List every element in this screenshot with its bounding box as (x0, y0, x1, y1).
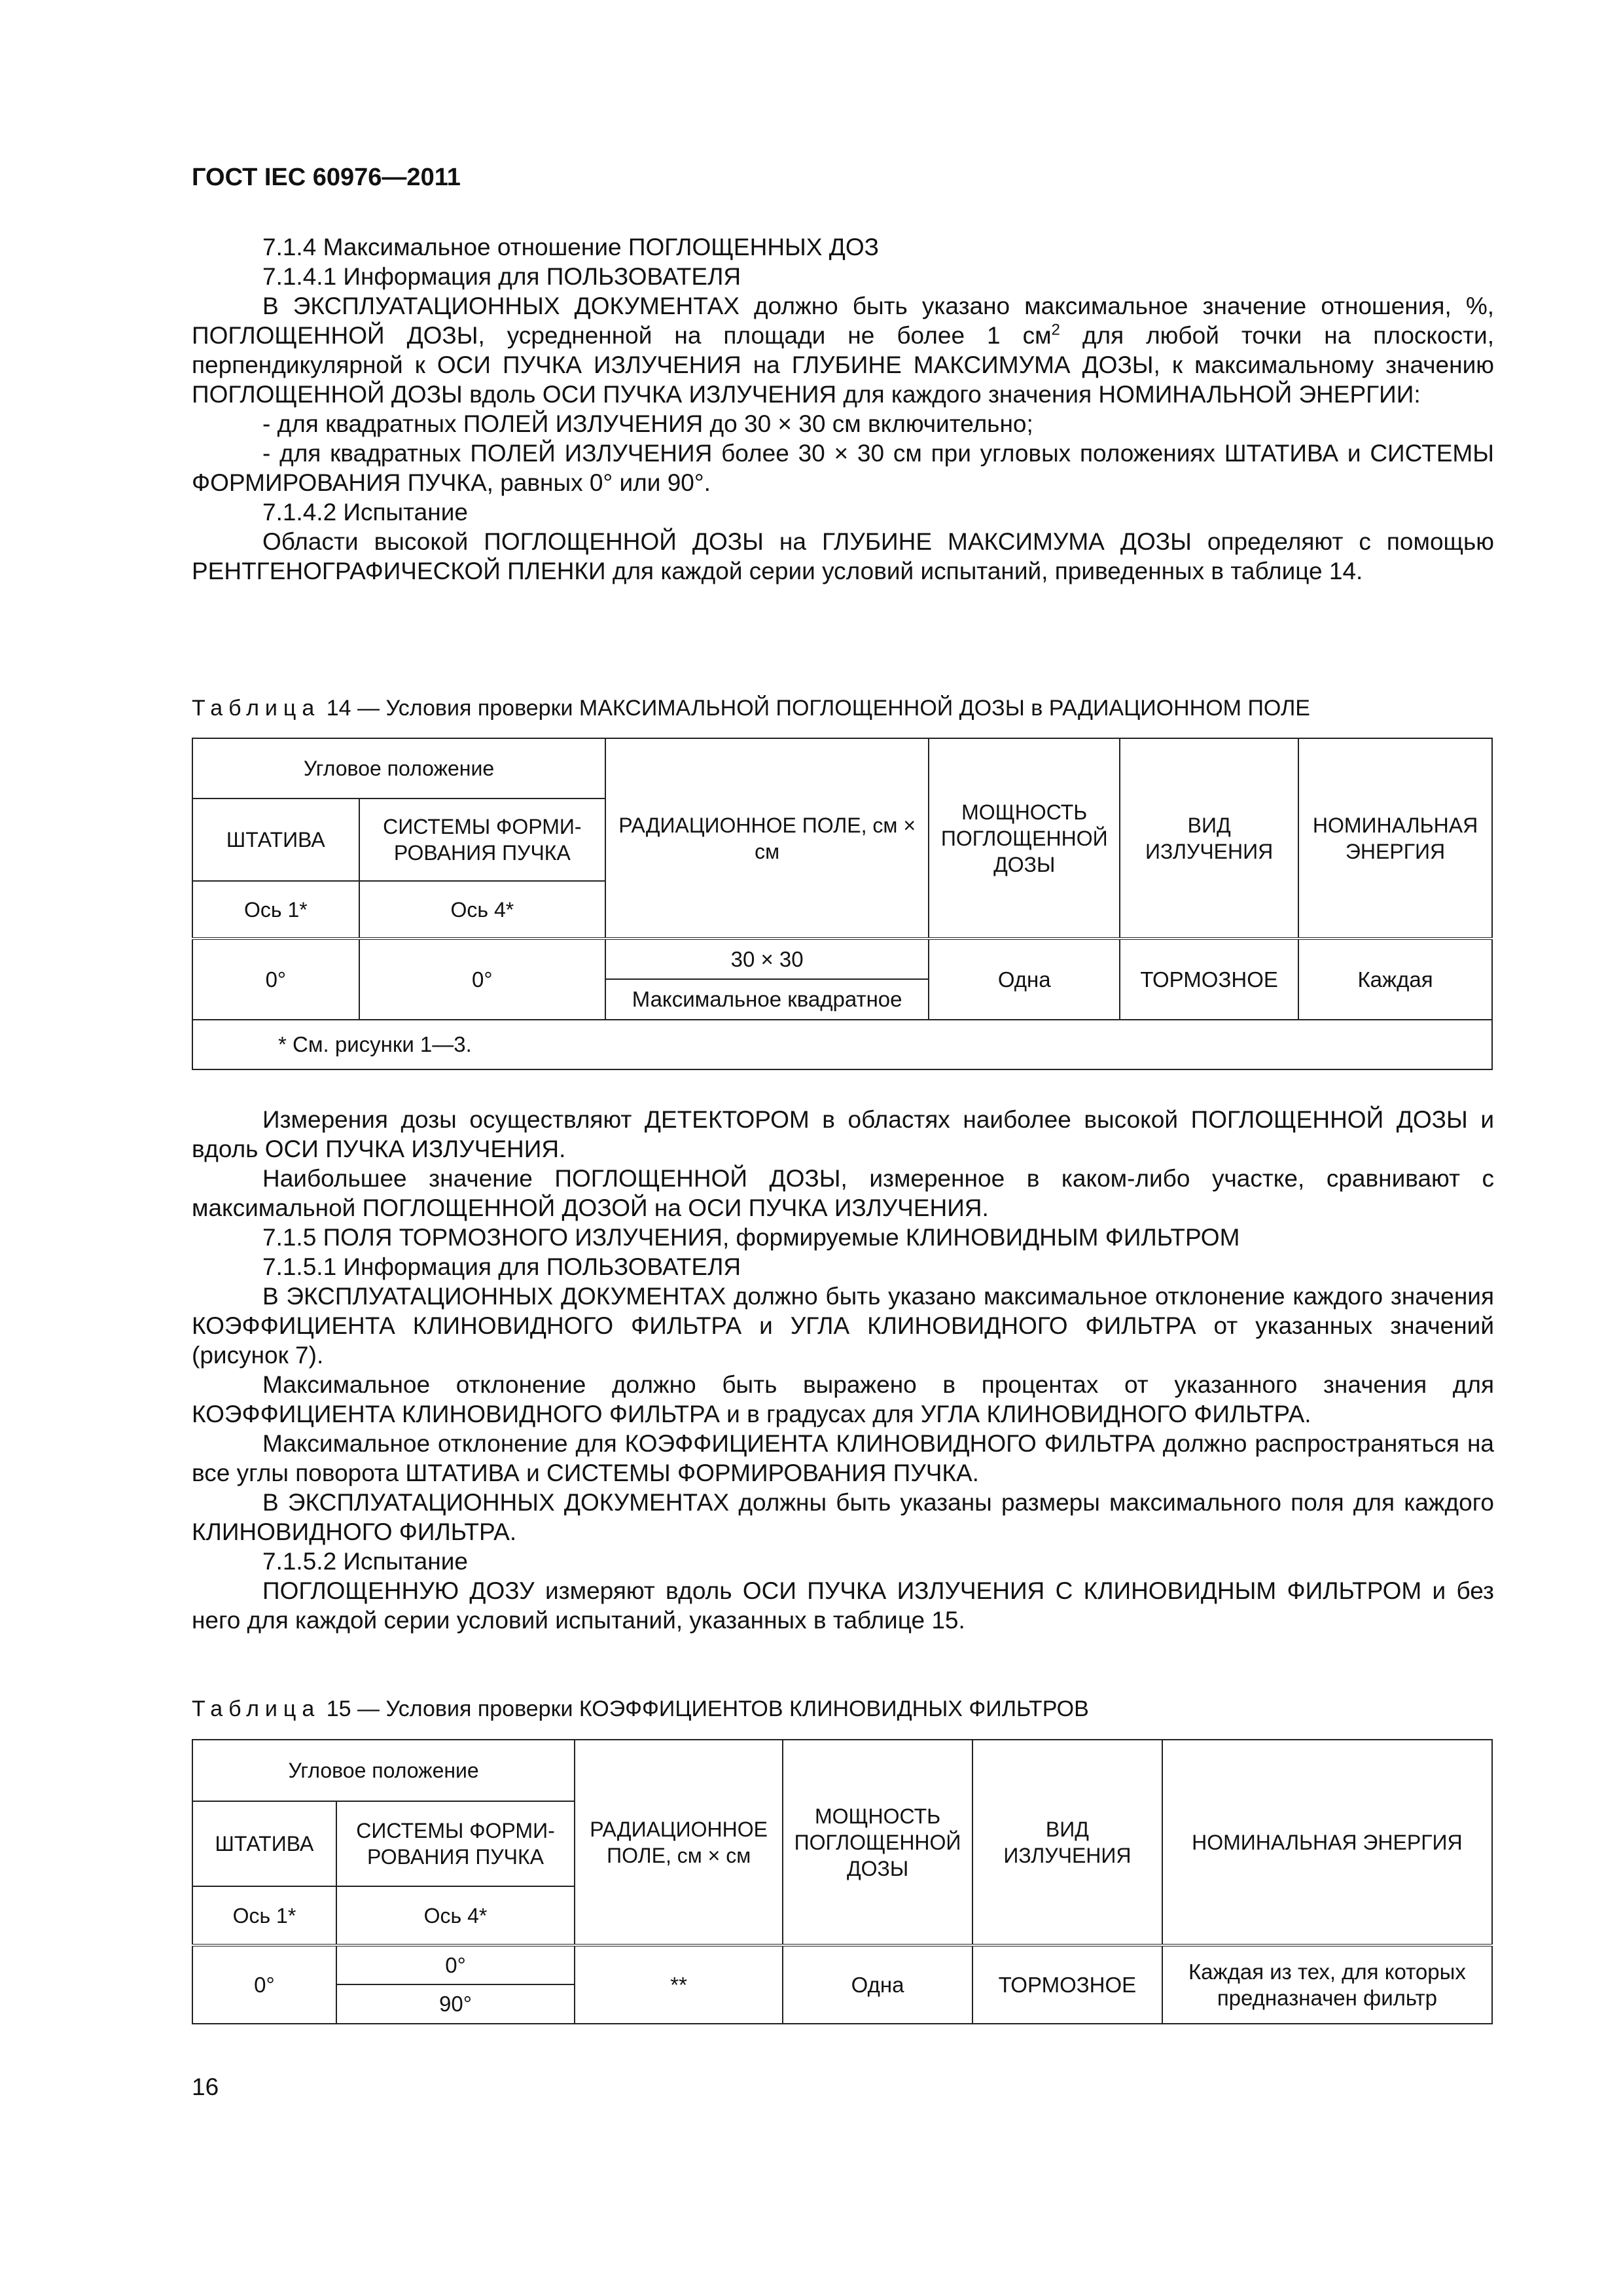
table-cell: 90° (336, 1984, 575, 2024)
caption-text: 15 — Условия проверки КОЭФФИЦИЕНТОВ КЛИНОВИДНЫХ ФИЛЬТРОВ (320, 1696, 1089, 1721)
paragraph: 7.1.4.1 Информация для ПОЛЬЗОВАТЕЛЯ (262, 263, 741, 290)
table-cell: Максимальное квадратное (605, 979, 929, 1020)
page-number: 16 (192, 2073, 219, 2100)
table-header-cell: ВИД ИЗЛУЧЕНИЯ (972, 1740, 1162, 1945)
table-cell: Одна (929, 939, 1120, 1020)
table-header-cell: РАДИАЦИОННОЕ ПОЛЕ, см × см (605, 738, 929, 939)
caption-label: Таблица (192, 696, 321, 721)
text-span: для любой точки на плоскости, перпендикулярной к ОСИ ПУЧКА ИЗЛУЧЕНИЯ на ГЛУБИНЕ МАКСИМУМА ДОЗЫ, к максимальному значению ПОГЛОЩЕННОЙ ДОЗЫ вдоль ОСИ ПУЧКА ИЗЛУЧЕНИЯ для каждого значения НОМИНАЛЬНОЙ ЭНЕРГИИ: (192, 322, 1494, 408)
paragraph: 7.1.5 ПОЛЯ ТОРМОЗНОГО ИЗЛУЧЕНИЯ, формируемые КЛИНОВИДНЫМ ФИЛЬТРОМ (262, 1224, 1240, 1251)
paragraph: 7.1.5.2 Испытание (262, 1548, 468, 1575)
table-header-cell: Ось 1* (192, 881, 359, 939)
superscript: 2 (1051, 321, 1060, 339)
paragraph: Максимальное отклонение для КОЭФФИЦИЕНТА КЛИНОВИДНОГО ФИЛЬТРА должно распространяться на все углы поворота ШТАТИВА и СИСТЕМЫ ФОРМИРОВАНИЯ ПУЧКА. (192, 1430, 1494, 1486)
paragraph: В ЭКСПЛУАТАЦИОННЫХ ДОКУМЕНТАХ должно быть указано максимальное отклонение каждого значения КОЭФФИЦИЕНТА КЛИНОВИДНОГО ФИЛЬТРА и УГЛА КЛИНОВИДНОГО ФИЛЬТРА от указанных значений (рисунок 7). (192, 1283, 1494, 1369)
table-footnote: * См. рисунки 1—3. (192, 1020, 1492, 1069)
table-header-cell: ВИД ИЗЛУЧЕНИЯ (1120, 738, 1298, 939)
table-header-cell: НОМИНАЛЬНАЯ ЭНЕРГИЯ (1162, 1740, 1492, 1945)
paragraph: Измерения дозы осуществляют ДЕТЕКТОРОМ в областях наиболее высокой ПОГЛОЩЕННОЙ ДОЗЫ и вдоль ОСИ ПУЧКА ИЗЛУЧЕНИЯ. (192, 1106, 1494, 1162)
table-header-cell: Ось 4* (359, 881, 605, 939)
caption-label: Таблица (192, 1696, 321, 1721)
table-cell: Каждая из тех, для которых предназначен фильтр (1162, 1945, 1492, 2024)
table-header-cell: МОЩНОСТЬ ПОГЛОЩЕННОЙ ДОЗЫ (929, 738, 1120, 939)
table-14-caption (192, 696, 1310, 721)
paragraph (192, 291, 1494, 409)
paragraph: 7.1.5.1 Информация для ПОЛЬЗОВАТЕЛЯ (262, 1253, 741, 1280)
table-cell: Каждая (1298, 939, 1492, 1020)
paragraph: Области высокой ПОГЛОЩЕННОЙ ДОЗЫ на ГЛУБИНЕ МАКСИМУМА ДОЗЫ определяют с помощью РЕНТГЕНОГРАФИЧЕСКОЙ ПЛЕНКИ для каждой серии условий испытаний, приведенных в таблице 14. (192, 528, 1494, 584)
table-header-cell: НОМИНАЛЬНАЯ ЭНЕРГИЯ (1298, 738, 1492, 939)
table-header-cell: СИСТЕМЫ ФОРМИ-РОВАНИЯ ПУЧКА (359, 798, 605, 881)
text-span: В ЭКСПЛУАТАЦИОННЫХ ДОКУМЕНТАХ должно быть указано максимальное значение отношения, %, ПОГЛОЩЕННОЙ ДОЗЫ, усредненной на площади не более 1 см (192, 293, 1494, 349)
table-header-cell: Ось 1* (192, 1886, 336, 1945)
caption-text: 14 — Условия проверки МАКСИМАЛЬНОЙ ПОГЛОЩЕННОЙ ДОЗЫ в РАДИАЦИОННОМ ПОЛЕ (320, 696, 1310, 721)
table-cell: Одна (783, 1945, 972, 2024)
table-cell: ** (575, 1945, 783, 2024)
document-header: ГОСТ IEC 60976—2011 (192, 164, 461, 191)
paragraph: - для квадратных ПОЛЕЙ ИЗЛУЧЕНИЯ более 30 × 30 см при угловых положениях ШТАТИВА и СИСТЕМЫ ФОРМИРОВАНИЯ ПУЧКА, равных 0° или 90°. (192, 440, 1494, 496)
table-cell: ТОРМОЗНОЕ (1120, 939, 1298, 1020)
table-cell: 30 × 30 (605, 939, 929, 979)
paragraph: 7.1.4 Максимальное отношение ПОГЛОЩЕННЫХ ДОЗ (262, 234, 879, 260)
table-header-cell: Ось 4* (336, 1886, 575, 1945)
table-cell: 0° (192, 1945, 336, 2024)
table-cell: 0° (359, 939, 605, 1020)
table-14 (192, 738, 1493, 1070)
paragraph: Наибольшее значение ПОГЛОЩЕННОЙ ДОЗЫ, измеренное в каком-либо участке, сравнивают с максимальной ПОГЛОЩЕННОЙ ДОЗОЙ на ОСИ ПУЧКА ИЗЛУЧЕНИЯ. (192, 1165, 1494, 1221)
table-header-cell: СИСТЕМЫ ФОРМИ-РОВАНИЯ ПУЧКА (336, 1801, 575, 1886)
table-cell: 0° (336, 1945, 575, 1984)
paragraph: ПОГЛОЩЕННУЮ ДОЗУ измеряют вдоль ОСИ ПУЧКА ИЗЛУЧЕНИЯ С КЛИНОВИДНЫМ ФИЛЬТРОМ и без него для каждой серии условий испытаний, указанных в таблице 15. (192, 1577, 1494, 1634)
paragraph: 7.1.4.2 Испытание (262, 499, 468, 526)
table-header-cell: ШТАТИВА (192, 798, 359, 881)
table-header-cell: Угловое положение (192, 1740, 575, 1801)
table-header-cell: РАДИАЦИОННОЕ ПОЛЕ, см × см (575, 1740, 783, 1945)
paragraph: В ЭКСПЛУАТАЦИОННЫХ ДОКУМЕНТАХ должны быть указаны размеры максимального поля для каждого КЛИНОВИДНОГО ФИЛЬТРА. (192, 1489, 1494, 1545)
table-15-caption (192, 1696, 1089, 1722)
table-cell: 0° (192, 939, 359, 1020)
section-7-1-4 (192, 232, 1494, 586)
table-15 (192, 1739, 1493, 2024)
table-cell: ТОРМОЗНОЕ (972, 1945, 1162, 2024)
paragraph: - для квадратных ПОЛЕЙ ИЗЛУЧЕНИЯ до 30 × 30 см включительно; (262, 410, 1033, 437)
paragraph: Максимальное отклонение должно быть выражено в процентах от указанного значения для КОЭФФИЦИЕНТА КЛИНОВИДНОГО ФИЛЬТРА и в градусах для УГЛА КЛИНОВИДНОГО ФИЛЬТРА. (192, 1371, 1494, 1427)
table-header-cell: ШТАТИВА (192, 1801, 336, 1886)
table-header-cell: МОЩНОСТЬ ПОГЛОЩЕННОЙ ДОЗЫ (783, 1740, 972, 1945)
table-header-cell: Угловое положение (192, 738, 605, 798)
section-7-1-5 (192, 1105, 1494, 1635)
